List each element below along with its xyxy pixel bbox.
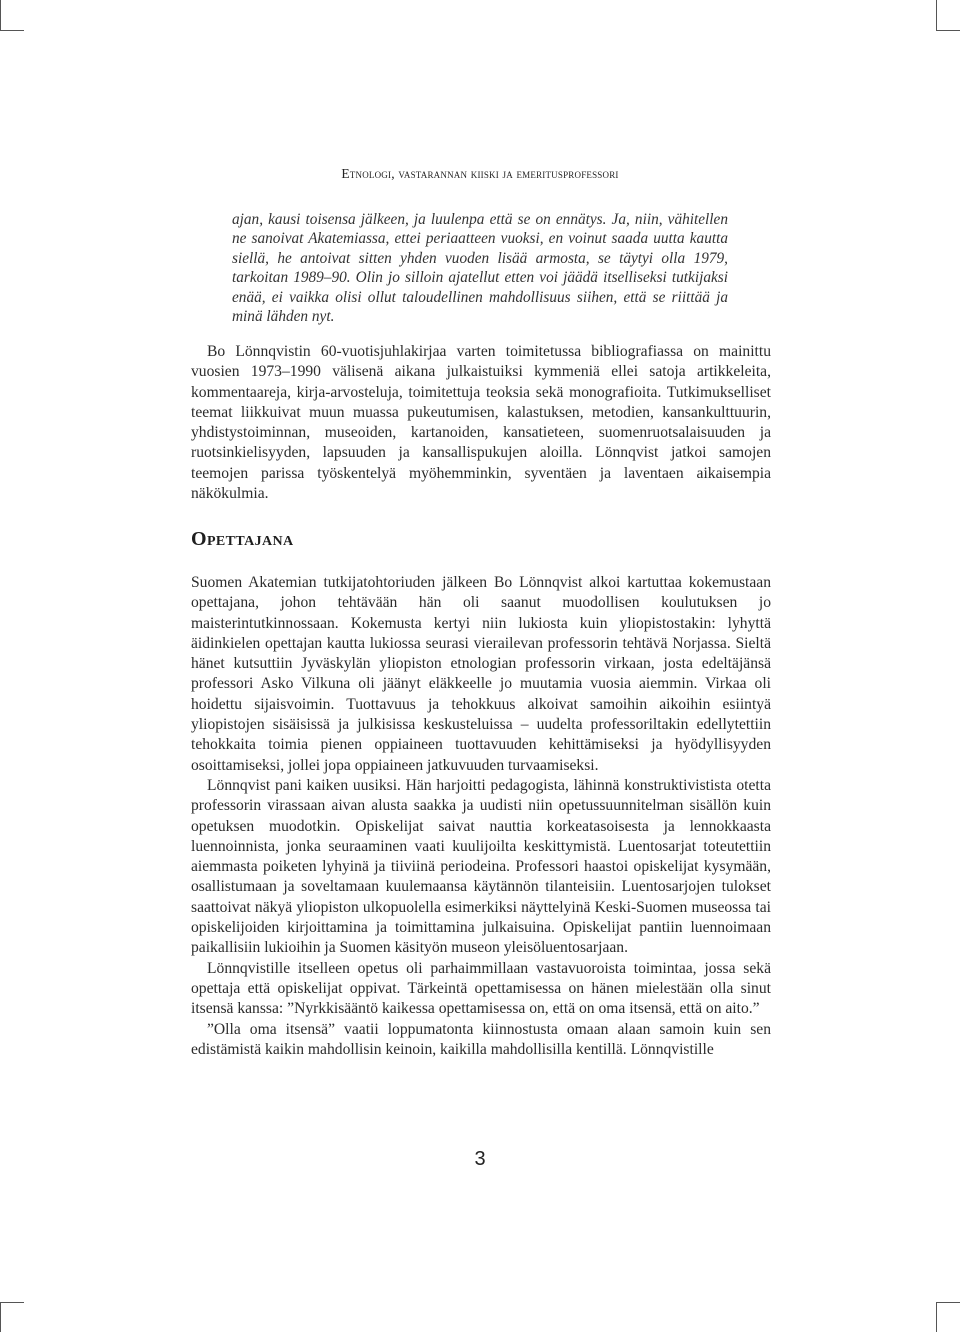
intro-paragraph: Bo Lönnqvistin 60-vuotisjuhlakirjaa varten toimitetussa bibliografiassa on mainittu vuosien 1973–1990 välisenä aikana julkaistuiksi kymmeniä ellei satoja artikkeleita, kommentaareja, kirja-arvosteluja, toimitettuja teoksia sekä monografioita. Tutkimukselliset teemat liikkuivat muun muassa pukeutumisen, kalastuksen, metodien, kansankulttuurin, yhdistystoiminnan, museoiden, kartanoiden, kansatieteen, suomenruotsalaisuuden ja ruotsinkielisyyden, lapsuuden ja kansallispukujen aloilla. Lönnqvist jatkoi samojen teemojen parissa työskentelyä myöhemminkin, syventäen ja laventaen aikaisempia näkökulmia. — [191, 343, 771, 503]
crop-mark — [0, 1302, 1, 1332]
paragraph: ”Olla oma itsensä” vaatii loppumatonta kiinnostusta omaan alaan samoin kuin sen edistämistä kaikin mahdollisin keinoin, kaikilla mahdollisilla kentillä. Lönnqvistille — [191, 1020, 771, 1058]
paragraph: Lönnqvistille itselleen opetus oli parhaimmillaan vastavuoroista toimintaa, jossa sekä opettaja että opiskelijat oppivat. Tärkeintä opettamisessa on hänen mielestään olla sinut itsensä kanssa: ”Nyrkkisääntö kaikessa opettamisessa on, että on oma itsensä, että on aito.” — [191, 959, 771, 1018]
crop-mark — [936, 30, 960, 31]
quote-text: ajan, kausi toisensa jälkeen, ja luulenpa että se on ennätys. Ja, niin, vähitellen ne sanoivat Akatemiassa, ettei periaatteen vuoksi, en voinut saada uutta kautta siellä, he antoivat sitten yhden vuoden lisää armosta, se täytyi olla 1979, tarkoitan 1989–90. Olin jo silloin ajatellut etten voi jäädä itselliseksi tutkijaksi enää, ei vaikka olisi ollut taloudellinen mahdollisuus siihen, että se riittää ja minä lähden nyt. — [232, 211, 728, 326]
paragraph: Lönnqvist pani kaiken uusiksi. Hän harjoitti pedagogista, lähinnä konstruktivistista otetta professorin virassaan aivan alusta saakka ja uudisti niin opetussuunnitelman sisällön kuin opetuksen muodotkin. Opiskelijat saivat nauttia korkeatasoisesta ja lennokkaasta luennoinnista, jonka seuraaminen vaati kuulijoilta keskittymistä. Luentosarjat toteutettiin aiemmasta poiketen lyhyinä ja tiiviinä periodeina. Professori haastoi opiskelijat kysymään, osallistumaan ja soveltamaan kuulemaansa käytännön tilanteisiin. Luentosarjojen tulokset saattoivat näkyä yliopiston ulkopuolella esimerkiksi näyttelyinä Keski-Suomen museossa tai opiskelijoiden kirjoittamina ja toimittamina julkaisuina. Opiskelijat pantiin luennoimaan paikallisiin lukioihin ja Suomen käsityön museon yleisöluentosarjaan. — [191, 776, 771, 957]
crop-mark — [936, 1302, 960, 1303]
page-number: 3 — [474, 1148, 486, 1170]
intro-section — [191, 342, 771, 504]
crop-mark — [0, 1302, 24, 1303]
crop-mark — [936, 0, 937, 30]
crop-mark — [0, 0, 1, 30]
paragraph: Suomen Akatemian tutkijatohtoriuden jälkeen Bo Lönnqvist alkoi kartuttaa kokemustaan opettajana, johon tehtävään hän oli saanut muodollisen koulutuksen jo maisterintutkinnossaan. Kokemusta kertyi niin lukiosta kuin yliopistostakin: lyhyttä äidinkielen opettajan kautta lukiossa seurasi vierailevan professorin tehtävä Norjassa. Sieltä hänet kutsuttiin Jyväskylän yliopiston etnologian professorin virkaan, josta edeltäjänsä professori Asko Vilkuna oli jäänyt eläkkeelle jo muutamia vuosia aiemmin. Virkaa oli hoidettu sijaisvoimin. Tuottavuus ja tehokkuus alkoivat samoihin aikoihin esiintyä yliopistojen sisäisissä ja julkisissa keskusteluissa – uudelta professoriltakin edellytettiin tehokkaita toimia pienen oppiaineen tuottavuuden kehittämiseksi ja hyödyllisyyden osoittamiseksi, jollei jopa oppiaineen jatkuvuuden turvaamiseksi. — [191, 574, 771, 774]
block-quote — [232, 210, 728, 326]
crop-mark — [936, 1302, 937, 1332]
section-heading: Opettajana — [191, 528, 294, 550]
running-head: Etnologi, vastarannan kiiski ja emeritusprofessori — [341, 166, 619, 181]
crop-mark — [0, 30, 24, 31]
section-body — [191, 573, 771, 1060]
